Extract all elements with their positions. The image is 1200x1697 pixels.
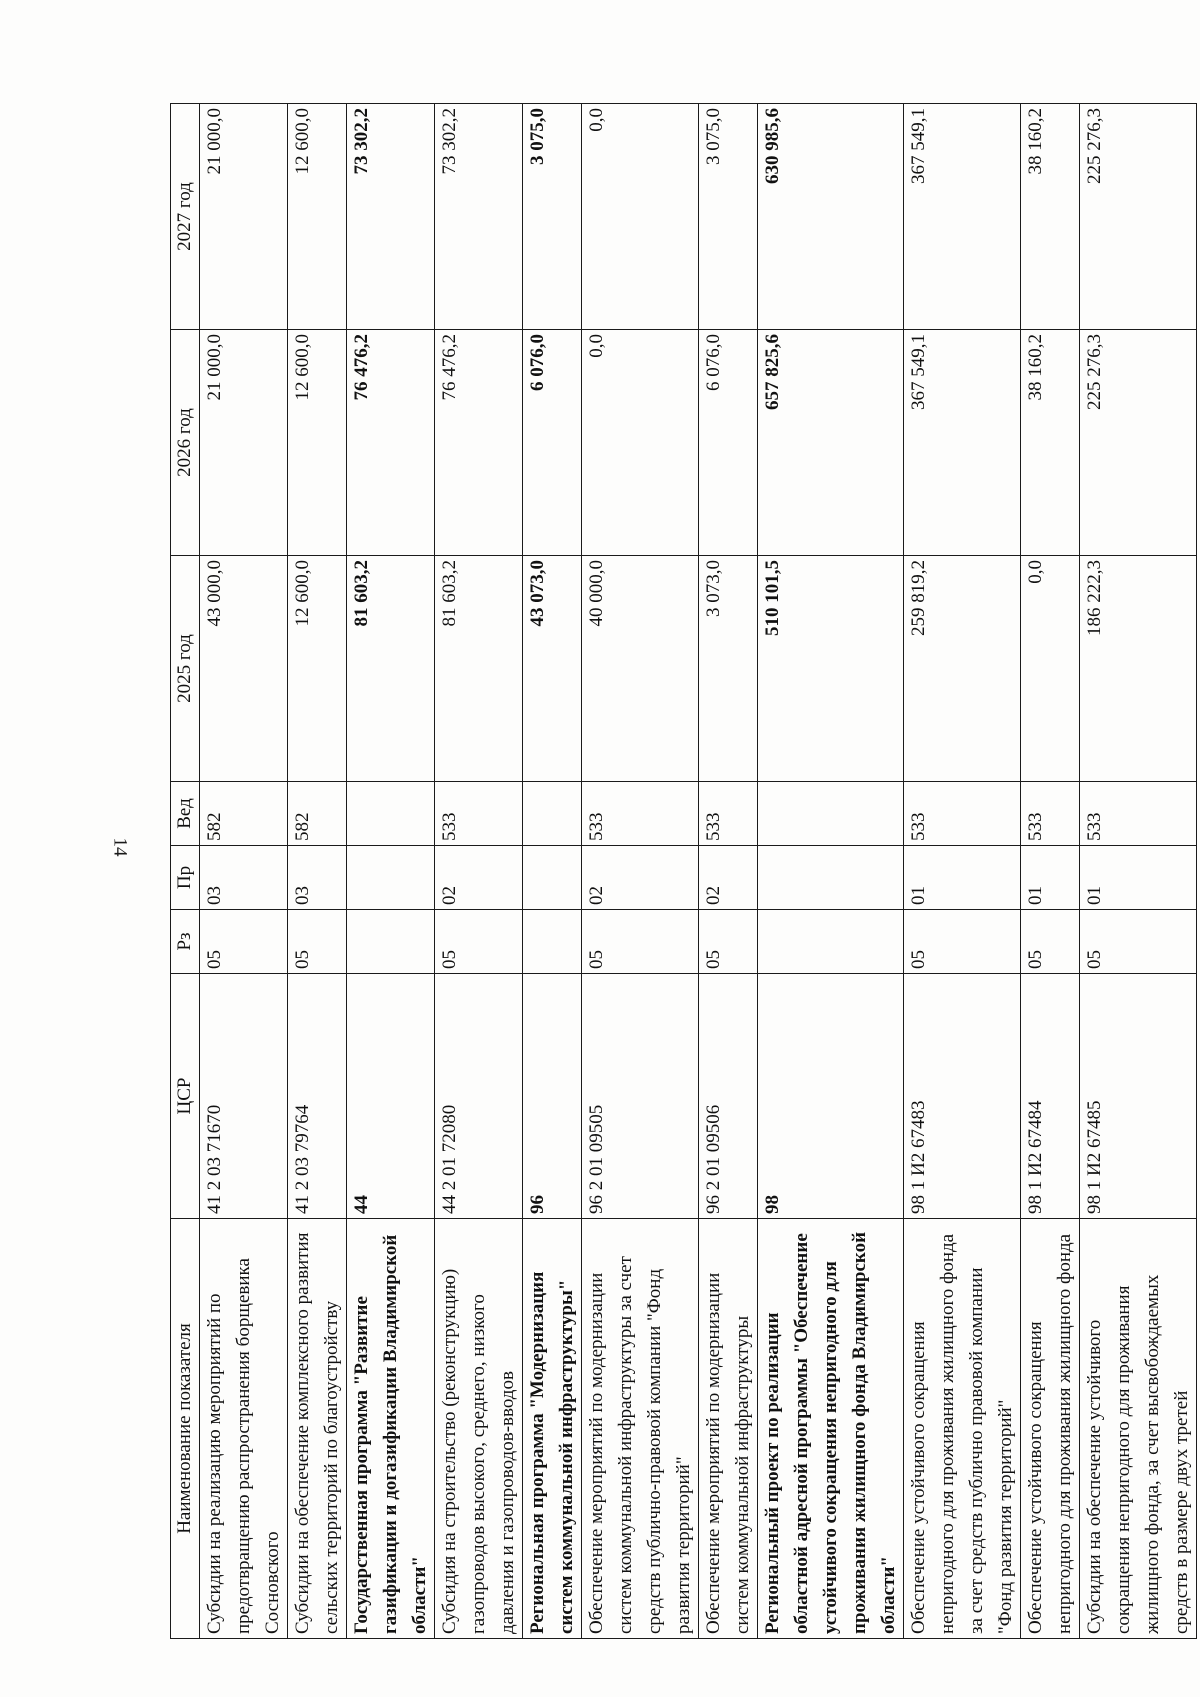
cell-pr: 02: [699, 846, 758, 910]
cell-pr: 01: [904, 846, 1021, 910]
cell-y2026: 0,0: [582, 330, 699, 556]
cell-y2026: 12 600,0: [288, 330, 347, 556]
cell-y2026: 367 549,1: [904, 330, 1021, 556]
table-container: [170, 104, 1192, 1639]
header-name: Наименование показателя: [171, 1219, 200, 1639]
cell-ved: 582: [200, 782, 288, 846]
cell-csr: 44 2 01 72080: [435, 974, 523, 1219]
cell-pr: 02: [435, 846, 523, 910]
cell-pr: [523, 846, 582, 910]
table-row: [523, 104, 582, 1639]
cell-name: Субсидии на обеспечение комплексного развития сельских территорий по благоустройству: [288, 1219, 347, 1639]
cell-y2025: 12 600,0: [288, 556, 347, 782]
cell-csr: 98 1 И2 67485: [1080, 974, 1197, 1219]
cell-y2027: 367 549,1: [904, 104, 1021, 330]
cell-y2026: 38 160,2: [1021, 330, 1080, 556]
cell-name: Обеспечение устойчивого сокращения непригодного для проживания жилищного фонда за счет средств публично правовой компании "Фонд развития территорий": [904, 1219, 1021, 1639]
cell-y2027: 225 276,3: [1080, 104, 1197, 330]
cell-y2027: 630 985,6: [758, 104, 904, 330]
cell-name: Региональная программа "Модернизация систем коммунальной инфраструктуры": [523, 1219, 582, 1639]
cell-csr: 96 2 01 09505: [582, 974, 699, 1219]
cell-pr: 01: [1080, 846, 1197, 910]
cell-rz: 05: [435, 910, 523, 974]
cell-rz: 05: [1080, 910, 1197, 974]
cell-y2027: 73 302,2: [435, 104, 523, 330]
cell-y2025: 40 000,0: [582, 556, 699, 782]
cell-y2026: 21 000,0: [200, 330, 288, 556]
cell-y2026: 6 076,0: [699, 330, 758, 556]
cell-ved: 533: [1021, 782, 1080, 846]
cell-rz: [347, 910, 435, 974]
cell-name: Субсидии на обеспечение устойчивого сокращения непригодного для проживания жилищного фонда, за счет высвобождаемых средств в размере двух третей: [1080, 1219, 1197, 1639]
cell-csr: 41 2 03 79764: [288, 974, 347, 1219]
cell-y2025: 81 603,2: [347, 556, 435, 782]
cell-csr: 96: [523, 974, 582, 1219]
cell-name: Государственная программа "Развитие газификации и догазификации Владимирской области": [347, 1219, 435, 1639]
cell-y2026: 657 825,6: [758, 330, 904, 556]
cell-pr: [347, 846, 435, 910]
header-2027: 2027 год: [171, 104, 200, 330]
cell-y2025: 3 073,0: [699, 556, 758, 782]
cell-rz: 05: [1021, 910, 1080, 974]
page-number: 14: [109, 837, 131, 857]
cell-name: Обеспечение мероприятий по модернизации систем коммунальной инфраструктуры: [699, 1219, 758, 1639]
rotated-table: [170, 104, 1192, 1639]
cell-ved: 533: [435, 782, 523, 846]
cell-rz: 05: [200, 910, 288, 974]
cell-y2027: 3 075,0: [699, 104, 758, 330]
cell-csr: 44: [347, 974, 435, 1219]
cell-y2026: 225 276,3: [1080, 330, 1197, 556]
cell-y2027: 3 075,0: [523, 104, 582, 330]
cell-rz: 05: [582, 910, 699, 974]
cell-rz: [523, 910, 582, 974]
budget-table: [170, 103, 1197, 1639]
cell-pr: 03: [200, 846, 288, 910]
cell-name: Субсидии на реализацию мероприятий по предотвращению распространения борщевика Сосновского: [200, 1219, 288, 1639]
cell-csr: 98 1 И2 67484: [1021, 974, 1080, 1219]
header-ved: Вед: [171, 782, 200, 846]
cell-pr: 01: [1021, 846, 1080, 910]
table-row: [435, 104, 523, 1639]
cell-rz: 05: [699, 910, 758, 974]
cell-y2027: 0,0: [582, 104, 699, 330]
cell-rz: [758, 910, 904, 974]
table-header-row: [171, 104, 200, 1639]
cell-ved: 582: [288, 782, 347, 846]
cell-y2027: 21 000,0: [200, 104, 288, 330]
cell-pr: 03: [288, 846, 347, 910]
cell-y2027: 38 160,2: [1021, 104, 1080, 330]
cell-y2025: 43 073,0: [523, 556, 582, 782]
cell-csr: 98: [758, 974, 904, 1219]
cell-y2025: 43 000,0: [200, 556, 288, 782]
cell-y2026: 76 476,2: [347, 330, 435, 556]
table-row: [758, 104, 904, 1639]
table-body: [200, 104, 1197, 1639]
cell-y2025: 0,0: [1021, 556, 1080, 782]
header-pr: Пр: [171, 846, 200, 910]
cell-pr: [758, 846, 904, 910]
cell-rz: 05: [288, 910, 347, 974]
table-row: [904, 104, 1021, 1639]
table-row: [288, 104, 347, 1639]
cell-name: Субсидия на строительство (реконструкцию) газопроводов высокого, среднего, низкого давления и газопроводов-вводов: [435, 1219, 523, 1639]
cell-csr: 98 1 И2 67483: [904, 974, 1021, 1219]
header-2026: 2026 год: [171, 330, 200, 556]
cell-csr: 41 2 03 71670: [200, 974, 288, 1219]
cell-y2026: 76 476,2: [435, 330, 523, 556]
cell-ved: 533: [904, 782, 1021, 846]
cell-y2025: 186 222,3: [1080, 556, 1197, 782]
cell-csr: 96 2 01 09506: [699, 974, 758, 1219]
cell-y2026: 6 076,0: [523, 330, 582, 556]
cell-ved: [523, 782, 582, 846]
cell-ved: 533: [699, 782, 758, 846]
cell-ved: [347, 782, 435, 846]
table-row: [1080, 104, 1197, 1639]
cell-name: Региональный проект по реализации областной адресной программы "Обеспечение устойчивого сокращения непригодного для проживания жилищного фонда Владимирской области": [758, 1219, 904, 1639]
cell-y2027: 12 600,0: [288, 104, 347, 330]
cell-ved: 533: [1080, 782, 1197, 846]
cell-y2025: 81 603,2: [435, 556, 523, 782]
header-2025: 2025 год: [171, 556, 200, 782]
cell-ved: [758, 782, 904, 846]
cell-y2025: 259 819,2: [904, 556, 1021, 782]
cell-y2027: 73 302,2: [347, 104, 435, 330]
table-row: [582, 104, 699, 1639]
cell-ved: 533: [582, 782, 699, 846]
cell-name: Обеспечение мероприятий по модернизации систем коммунальной инфраструктуры за счет средств публично-правовой компании "Фонд развития территорий": [582, 1219, 699, 1639]
table-row: [1021, 104, 1080, 1639]
header-rz: Рз: [171, 910, 200, 974]
cell-pr: 02: [582, 846, 699, 910]
cell-y2025: 510 101,5: [758, 556, 904, 782]
table-row: [200, 104, 288, 1639]
cell-rz: 05: [904, 910, 1021, 974]
table-row: [347, 104, 435, 1639]
table-row: [699, 104, 758, 1639]
header-csr: ЦСР: [171, 974, 200, 1219]
cell-name: Обеспечение устойчивого сокращения непригодного для проживания жилищного фонда: [1021, 1219, 1080, 1639]
